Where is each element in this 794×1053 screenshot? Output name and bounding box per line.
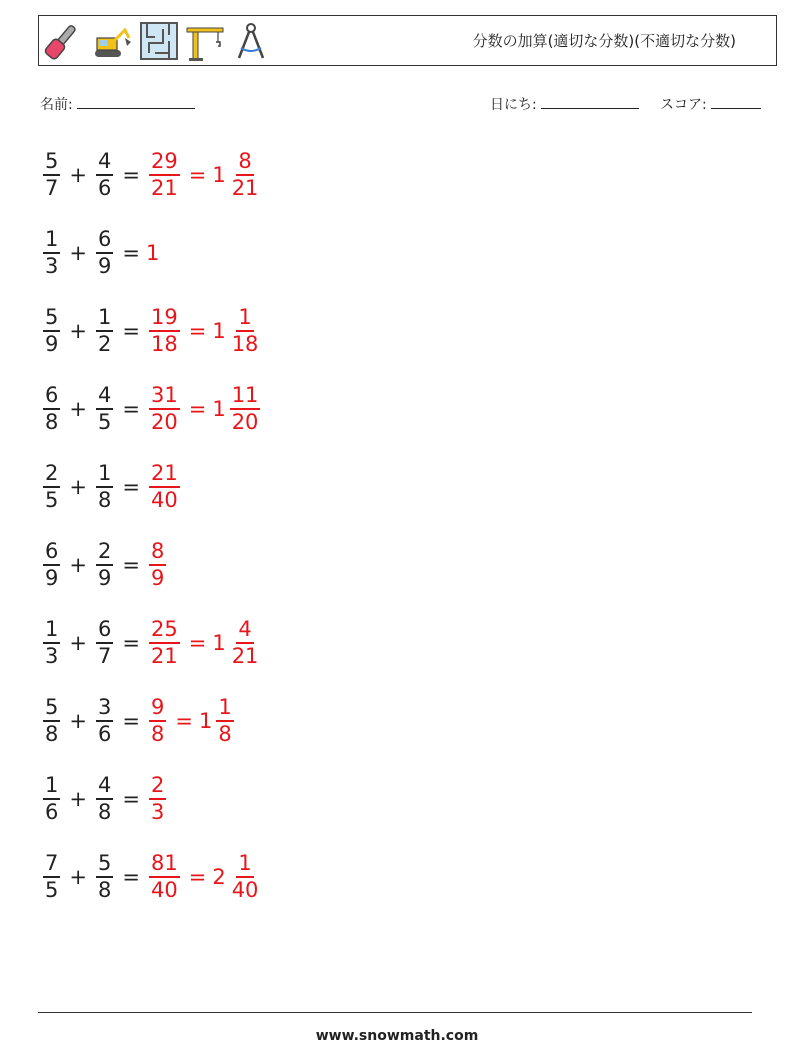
equals-sign: = bbox=[188, 319, 207, 343]
answer-improper bbox=[149, 619, 180, 667]
answer-whole: 1 bbox=[198, 709, 213, 733]
denominator: 21 bbox=[150, 644, 178, 668]
answer-mixed-fraction bbox=[230, 619, 261, 667]
equals-sign: = bbox=[188, 397, 207, 421]
answer-whole: 1 bbox=[212, 397, 226, 421]
denominator: 9 bbox=[45, 566, 59, 590]
addend-a bbox=[43, 385, 60, 433]
equals-sign: = bbox=[122, 865, 140, 889]
numerator: 6 bbox=[43, 385, 60, 410]
footer-url[interactable]: www.snowmath.com bbox=[315, 1028, 479, 1044]
icon-strip bbox=[43, 20, 271, 62]
answer-whole: 2 bbox=[212, 865, 226, 889]
numerator: 5 bbox=[43, 307, 60, 332]
problem-item bbox=[40, 608, 263, 678]
numerator: 2 bbox=[96, 541, 113, 566]
equals-sign: = bbox=[122, 709, 140, 733]
plus-sign: + bbox=[69, 163, 87, 187]
addend-a bbox=[43, 229, 60, 277]
denominator: 6 bbox=[97, 722, 112, 746]
answer-whole: 1 bbox=[145, 241, 160, 265]
date-label: 日にち: bbox=[490, 97, 537, 113]
addend-a bbox=[43, 463, 60, 511]
addend-a bbox=[43, 775, 60, 823]
numerator: 81 bbox=[149, 853, 180, 878]
plus-sign: + bbox=[69, 553, 87, 577]
denominator: 9 bbox=[97, 254, 112, 278]
worksheet-title: 分数の加算(適切な分数)(不適切な分数) bbox=[472, 32, 736, 50]
answer-improper bbox=[149, 307, 180, 355]
equals-sign: = bbox=[122, 397, 140, 421]
addend-b bbox=[96, 775, 113, 823]
denominator: 7 bbox=[97, 644, 112, 668]
numerator: 1 bbox=[96, 307, 113, 332]
addend-b bbox=[96, 307, 113, 355]
denominator: 5 bbox=[45, 878, 59, 902]
equals-sign: = bbox=[122, 319, 140, 343]
numerator: 4 bbox=[96, 385, 113, 410]
denominator: 21 bbox=[231, 176, 259, 200]
name-label: 名前: bbox=[40, 97, 73, 113]
addend-a bbox=[43, 541, 60, 589]
addend-a bbox=[43, 697, 60, 745]
answer-mixed-fraction bbox=[216, 697, 233, 745]
equals-sign: = bbox=[188, 631, 207, 655]
denominator: 40 bbox=[150, 488, 178, 512]
answer-improper bbox=[149, 541, 166, 589]
numerator: 1 bbox=[43, 775, 60, 800]
equals-sign: = bbox=[188, 163, 207, 187]
numerator: 2 bbox=[43, 463, 60, 488]
numerator: 1 bbox=[43, 619, 60, 644]
numerator: 31 bbox=[149, 385, 180, 410]
problem-item bbox=[40, 296, 263, 366]
worksheet-header bbox=[38, 15, 777, 66]
denominator: 8 bbox=[97, 878, 112, 902]
plus-sign: + bbox=[69, 865, 87, 889]
denominator: 5 bbox=[97, 410, 112, 434]
addend-b bbox=[96, 541, 113, 589]
answer-improper bbox=[149, 853, 180, 901]
problem-item bbox=[40, 686, 237, 756]
addend-b bbox=[96, 619, 113, 667]
denominator: 9 bbox=[45, 332, 59, 356]
addend-b bbox=[96, 463, 113, 511]
date-field[interactable] bbox=[490, 94, 639, 114]
maze-icon bbox=[139, 21, 179, 61]
denominator: 40 bbox=[150, 878, 178, 902]
footer-divider bbox=[38, 1012, 752, 1013]
numerator: 6 bbox=[96, 619, 113, 644]
denominator: 3 bbox=[150, 800, 165, 824]
numerator: 5 bbox=[96, 853, 113, 878]
score-blank[interactable] bbox=[711, 94, 761, 109]
answer-whole: 1 bbox=[212, 631, 226, 655]
equals-sign: = bbox=[122, 241, 140, 265]
equals-sign: = bbox=[175, 709, 193, 733]
denominator: 21 bbox=[231, 644, 259, 668]
numerator: 5 bbox=[43, 697, 60, 722]
numerator: 1 bbox=[236, 853, 253, 878]
name-blank[interactable] bbox=[77, 94, 195, 109]
addend-a bbox=[43, 619, 60, 667]
answer-mixed-fraction bbox=[230, 853, 261, 901]
addend-a bbox=[43, 853, 60, 901]
numerator: 9 bbox=[149, 697, 166, 722]
denominator: 7 bbox=[45, 176, 59, 200]
score-label: スコア: bbox=[660, 97, 707, 113]
addend-b bbox=[96, 853, 113, 901]
denominator: 8 bbox=[97, 488, 112, 512]
denominator: 8 bbox=[150, 722, 165, 746]
denominator: 21 bbox=[150, 176, 178, 200]
denominator: 9 bbox=[150, 566, 165, 590]
answer-mixed-fraction bbox=[230, 385, 261, 433]
paintbrush-icon bbox=[43, 20, 85, 62]
date-blank[interactable] bbox=[541, 94, 639, 109]
answer-improper bbox=[149, 463, 180, 511]
plus-sign: + bbox=[69, 319, 87, 343]
addend-a bbox=[43, 151, 60, 199]
answer-mixed-fraction bbox=[230, 307, 261, 355]
problem-item bbox=[40, 452, 183, 522]
denominator: 40 bbox=[231, 878, 259, 902]
denominator: 8 bbox=[218, 722, 232, 746]
addend-b bbox=[96, 229, 113, 277]
problem-item bbox=[40, 140, 263, 210]
addend-a bbox=[43, 307, 60, 355]
crane-icon bbox=[185, 20, 225, 62]
numerator: 1 bbox=[96, 463, 113, 488]
answer-improper bbox=[149, 385, 180, 433]
answer-improper bbox=[149, 775, 166, 823]
plus-sign: + bbox=[69, 709, 87, 733]
numerator: 1 bbox=[216, 697, 233, 722]
numerator: 8 bbox=[149, 541, 166, 566]
numerator: 6 bbox=[43, 541, 60, 566]
equals-sign: = bbox=[122, 163, 140, 187]
denominator: 5 bbox=[45, 488, 59, 512]
numerator: 1 bbox=[43, 229, 60, 254]
denominator: 3 bbox=[45, 644, 59, 668]
compass-icon bbox=[231, 20, 271, 62]
name-field[interactable] bbox=[40, 94, 195, 114]
denominator: 8 bbox=[45, 410, 59, 434]
denominator: 18 bbox=[231, 332, 259, 356]
addend-b bbox=[96, 697, 113, 745]
answer-whole: 1 bbox=[212, 163, 226, 187]
answer-improper bbox=[149, 697, 166, 745]
denominator: 20 bbox=[150, 410, 178, 434]
numerator: 8 bbox=[236, 151, 253, 176]
excavator-icon bbox=[91, 20, 133, 62]
numerator: 11 bbox=[230, 385, 261, 410]
numerator: 5 bbox=[43, 151, 60, 176]
numerator: 4 bbox=[96, 775, 113, 800]
denominator: 3 bbox=[45, 254, 59, 278]
equals-sign: = bbox=[188, 865, 207, 889]
problem-item bbox=[40, 842, 263, 912]
numerator: 19 bbox=[149, 307, 180, 332]
answer-mixed-fraction bbox=[230, 151, 261, 199]
problem-item bbox=[40, 218, 159, 288]
denominator: 6 bbox=[45, 800, 59, 824]
plus-sign: + bbox=[69, 787, 87, 811]
denominator: 9 bbox=[97, 566, 112, 590]
denominator: 20 bbox=[231, 410, 259, 434]
numerator: 25 bbox=[149, 619, 180, 644]
equals-sign: = bbox=[122, 787, 140, 811]
numerator: 4 bbox=[236, 619, 253, 644]
denominator: 6 bbox=[97, 176, 112, 200]
equals-sign: = bbox=[122, 631, 140, 655]
plus-sign: + bbox=[69, 631, 87, 655]
problem-item bbox=[40, 530, 169, 600]
problem-item bbox=[40, 374, 263, 444]
denominator: 2 bbox=[97, 332, 112, 356]
numerator: 29 bbox=[149, 151, 180, 176]
numerator: 2 bbox=[149, 775, 166, 800]
numerator: 4 bbox=[96, 151, 113, 176]
numerator: 3 bbox=[96, 697, 113, 722]
plus-sign: + bbox=[69, 241, 87, 265]
equals-sign: = bbox=[122, 553, 140, 577]
numerator: 7 bbox=[43, 853, 60, 878]
answer-improper bbox=[149, 151, 180, 199]
problem-item bbox=[40, 764, 169, 834]
plus-sign: + bbox=[69, 475, 87, 499]
denominator: 18 bbox=[150, 332, 178, 356]
numerator: 6 bbox=[96, 229, 113, 254]
denominator: 8 bbox=[97, 800, 112, 824]
addend-b bbox=[96, 385, 113, 433]
numerator: 21 bbox=[149, 463, 180, 488]
addend-b bbox=[96, 151, 113, 199]
denominator: 8 bbox=[45, 722, 59, 746]
score-field[interactable] bbox=[660, 94, 761, 114]
answer-whole: 1 bbox=[212, 319, 226, 343]
numerator: 1 bbox=[236, 307, 253, 332]
equals-sign: = bbox=[122, 475, 140, 499]
plus-sign: + bbox=[69, 397, 87, 421]
